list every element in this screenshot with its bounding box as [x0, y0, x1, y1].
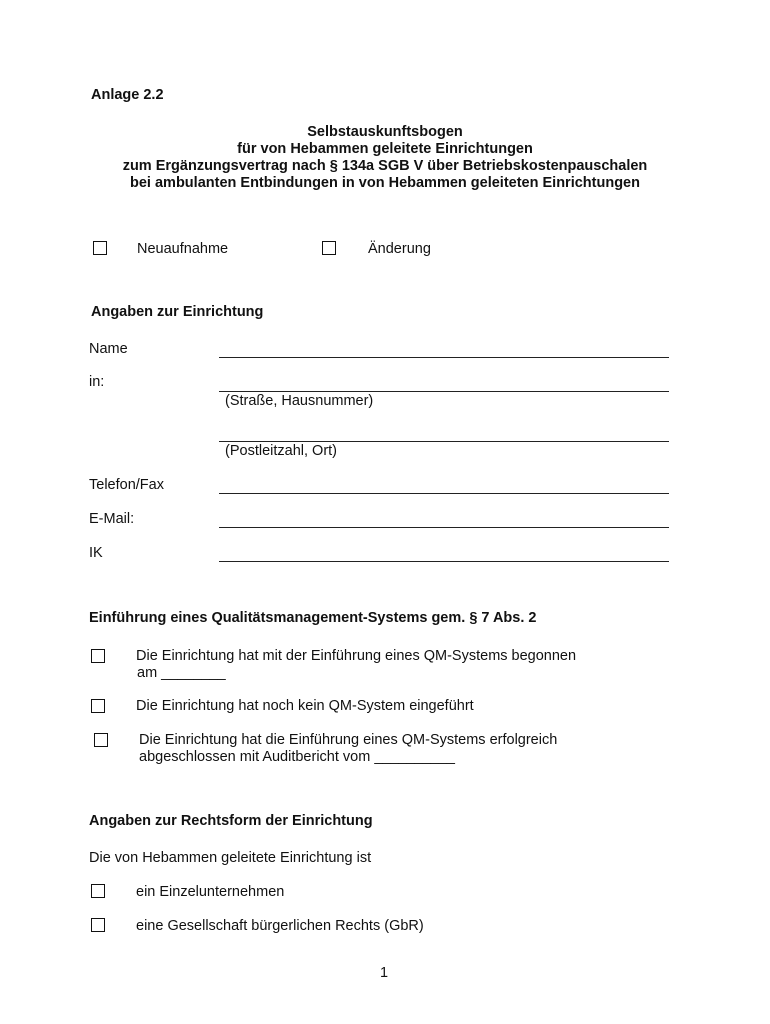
street-field[interactable]	[219, 391, 669, 392]
title-line-2: für von Hebammen geleitete Einrichtungen	[237, 141, 533, 157]
email-label: E-Mail:	[89, 511, 135, 527]
qm-option-begun-line2: am ________	[137, 665, 226, 681]
phone-label: Telefon/Fax	[89, 477, 164, 493]
title-line-3: zum Ergänzungsvertrag nach § 134a SGB V über Betriebskostenpauschalen	[122, 158, 648, 174]
email-field[interactable]	[219, 527, 669, 528]
city-hint: (Postleitzahl, Ort)	[225, 443, 337, 459]
street-hint: (Straße, Hausnummer)	[225, 393, 374, 409]
qm-option-completed-checkbox[interactable]	[94, 733, 108, 747]
annex-label: Anlage 2.2	[91, 87, 164, 103]
ik-field[interactable]	[219, 561, 669, 562]
qm-option-begun-line1: Die Einrichtung hat mit der Einführung eines QM-Systems begonnen	[136, 648, 577, 664]
title-line-1: Selbstauskunftsbogen	[307, 124, 463, 140]
aenderung-checkbox[interactable]	[322, 241, 336, 255]
rechtsform-intro: Die von Hebammen geleitete Einrichtung ist	[89, 850, 372, 866]
page-number: 1	[380, 965, 389, 981]
section-heading-qm: Einführung eines Qualitätsmanagement-Systems gem. § 7 Abs. 2	[89, 610, 537, 626]
einzelunternehmen-checkbox[interactable]	[91, 884, 105, 898]
gbr-checkbox[interactable]	[91, 918, 105, 932]
city-field[interactable]	[219, 441, 669, 442]
qm-option-completed-line1: Die Einrichtung hat die Einführung eines QM-Systems erfolgreich	[139, 732, 558, 748]
address-in-label: in:	[89, 374, 105, 390]
qm-option-none-checkbox[interactable]	[91, 699, 105, 713]
neuaufnahme-label: Neuaufnahme	[137, 241, 229, 257]
einzelunternehmen-label: ein Einzelunternehmen	[136, 884, 285, 900]
neuaufnahme-checkbox[interactable]	[93, 241, 107, 255]
section-heading-rechtsform: Angaben zur Rechtsform der Einrichtung	[89, 813, 373, 829]
phone-field[interactable]	[219, 493, 669, 494]
name-field[interactable]	[219, 357, 669, 358]
section-heading-einrichtung: Angaben zur Einrichtung	[91, 304, 264, 320]
aenderung-label: Änderung	[368, 241, 431, 257]
ik-label: IK	[89, 545, 103, 561]
gbr-label: eine Gesellschaft bürgerlichen Rechts (GbR)	[136, 918, 424, 934]
title-line-4: bei ambulanten Entbindungen in von Hebammen geleiteten Einrichtungen	[130, 175, 640, 191]
qm-option-none-label: Die Einrichtung hat noch kein QM-System eingeführt	[136, 698, 474, 714]
qm-option-begun-checkbox[interactable]	[91, 649, 105, 663]
name-label: Name	[89, 341, 128, 357]
qm-option-completed-line2: abgeschlossen mit Auditbericht vom __________	[139, 749, 455, 765]
